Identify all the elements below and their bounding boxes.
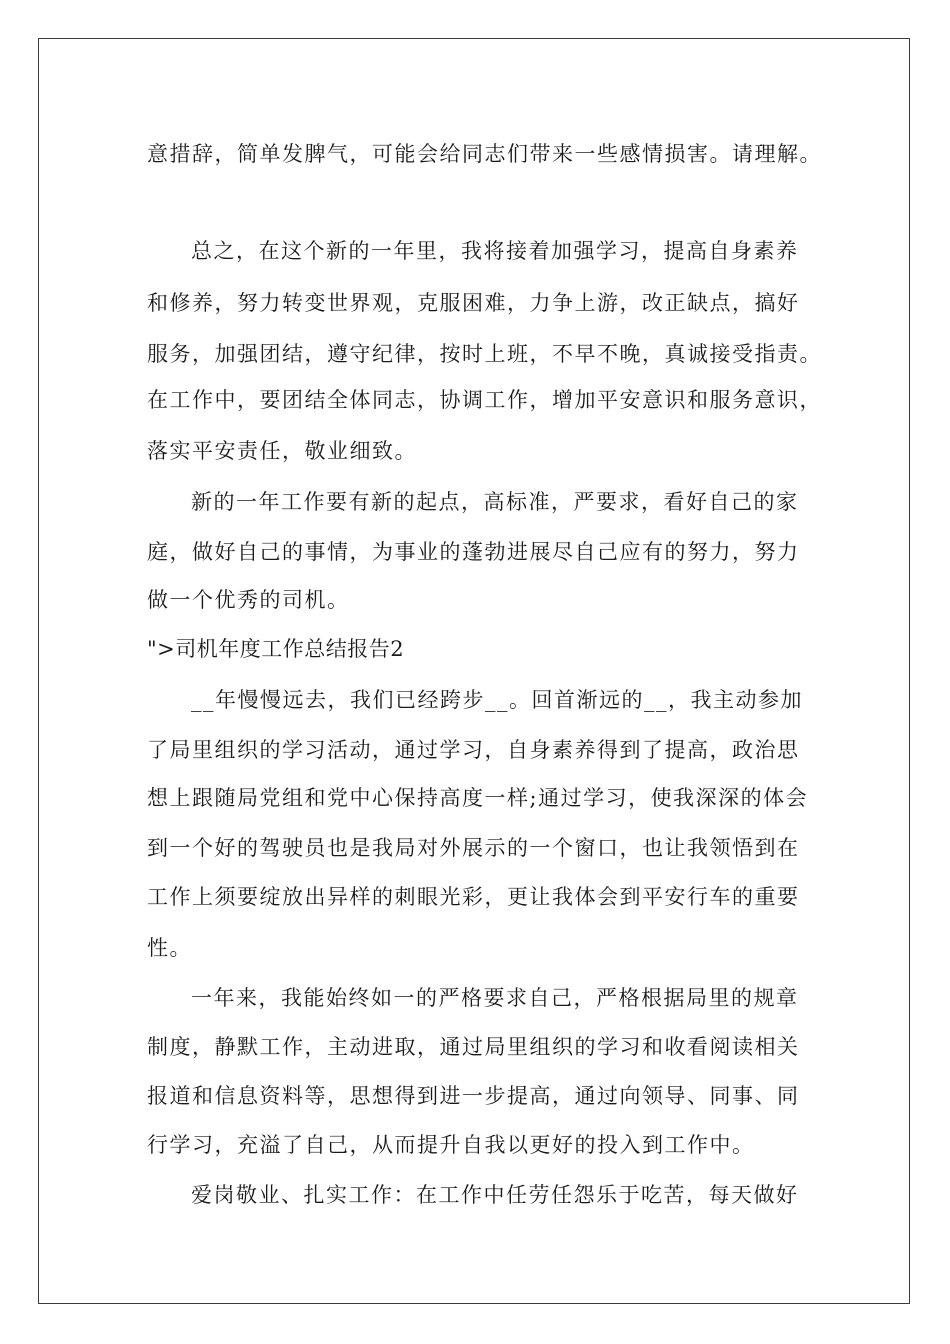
text-line: 在工作中，要团结全体同志，协调工作，增加平安意识和服务意识， [147,388,822,412]
text-line: 意措辞，简单发脾气，可能会给同志们带来一些感情损害。请理解。 [147,142,822,166]
text-line: 服务，加强团结，遵守纪律，按时上班，不早不晚，真诚接受指责。 [147,342,822,366]
paragraph-first-line: 爱岗敬业、扎实工作：在工作中任劳任怨乐于吃苦，每天做好 [191,1183,799,1207]
text-line: 工作上须要绽放出异样的刺眼光彩，更让我体会到平安行车的重要 [147,885,800,909]
paragraph-first-line: 总之，在这个新的一年里，我将接着加强学习，提高自身素养 [191,239,799,263]
text-line: 了局里组织的学习活动，通过学习，自身素养得到了提高，政治思 [147,738,800,762]
text-line: 报道和信息资料等，思想得到进一步提高，通过向领导、同事、同 [147,1084,800,1108]
text-line: 行学习，充溢了自己，从而提升自我以更好的投入到工作中。 [147,1133,755,1157]
text-line: 到一个好的驾驶员也是我局对外展示的一个窗口，也让我领悟到在 [147,836,800,860]
text-line: 想上跟随局党组和党中心保持高度一样;通过学习，使我深深的体会 [147,786,809,810]
paragraph-first-line: 新的一年工作要有新的起点，高标准，严要求，看好自己的家 [191,490,799,514]
text-line: 落实平安责任，敬业细致。 [147,439,417,463]
paragraph-first-line: 一年来，我能始终如一的严格要求自己，严格根据局里的规章 [191,986,799,1010]
text-line: 做一个优秀的司机。 [147,588,350,612]
page-border [38,38,910,1304]
section-heading: ">司机年度工作总结报告2 [147,637,405,661]
text-line: 制度，静默工作，主动进取，通过局里组织的学习和收看阅读相关 [147,1035,800,1059]
text-line: 庭，做好自己的事情，为事业的蓬勃进展尽自己应有的努力，努力 [147,540,800,564]
paragraph-first-line: __年慢慢远去，我们已经跨步__。回首渐远的__，我主动参加 [191,688,803,712]
text-line: 性。 [147,936,192,960]
text-line: 和修养，努力转变世界观，克服困难，力争上游，改正缺点，搞好 [147,291,800,315]
